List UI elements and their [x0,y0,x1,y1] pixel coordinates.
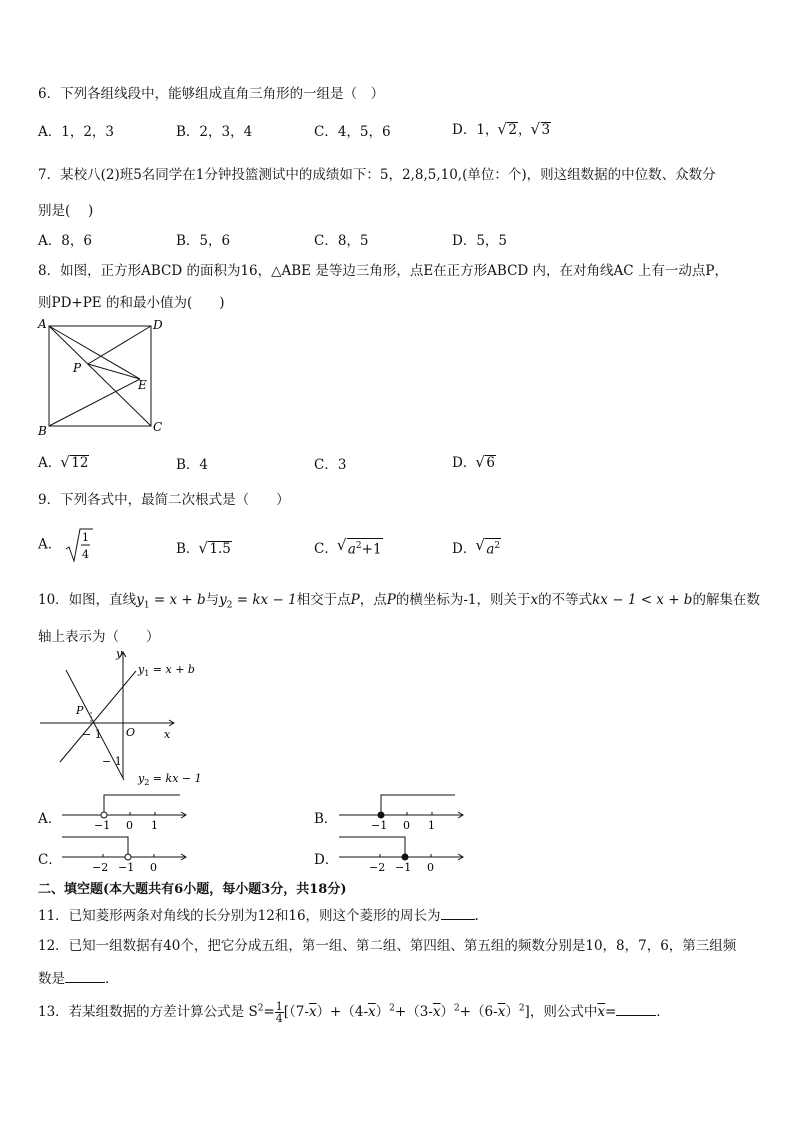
nla-t2: 0 [126,819,133,832]
q10-y1-rhs: = x + b [149,592,206,608]
q10-y2-rhs: = kx − 1 [232,592,297,608]
nlb-t3: 1 [428,819,435,832]
q9-a-sqrt-sign [64,527,94,563]
nlc-t2: −1 [118,861,135,874]
q12-line2 [38,967,119,987]
graph-origin: O [126,726,136,739]
q10-s1: 10．如图，直线 [38,592,137,608]
q11-stem: 11．已知菱形两条对角线的长分别为12和16，则这个菱形的周长为 [38,908,441,924]
q10-y2-sub: 2 [226,600,233,611]
q13-f5: ） [440,1004,454,1020]
q10-s3: 相交于点 [296,592,351,608]
label-b: B [38,424,47,438]
graph-p: P [76,704,84,717]
q12-end: ． [105,971,119,987]
q9-option-b [176,537,232,557]
q8-option-a [38,451,89,471]
q8-d-sqrt [476,455,496,471]
line-y1 [60,671,136,762]
q10-numberline-b [339,790,469,830]
q6-d-rad1: 2 [508,122,518,138]
q13-prefix: 13．若某组数据的方差计算公式是 S [38,1004,258,1020]
q10-option-a-label: A． [38,811,62,827]
graph-neg1-x: − 1 [82,728,102,741]
q13-sup: 2 [257,1003,264,1014]
q10-y2: y [219,592,227,608]
q10-y1: y [136,592,144,608]
q6-option-b: B．2，3，4 [176,124,253,140]
q10-option-d-label: D． [314,852,339,868]
q9-stem: 9．下列各式中，最简二次根式是（ ） [38,492,290,508]
nld-t2: −1 [395,861,412,874]
q13-fraction [275,1001,284,1024]
q13-xbar4: $\overline{x}$ [497,1004,506,1020]
nlb-t2: 0 [403,819,410,832]
q9-option-a [38,527,94,563]
q7-stem: 7．某校八(2)班5名同学在1分钟投篮测试中的成绩如下：5，2,8,5,10,(单位：个)，则这组数据的中位数、众数分 [38,167,716,183]
q13-xbar2: $\overline{x}$ [368,1004,376,1020]
q13-num: 1 [275,1000,283,1013]
q13 [38,1000,670,1024]
graph-l2: $y_2$ = kx − 1 [138,772,202,787]
q6-d-prefix: D．1， [452,122,499,138]
q13-eq: = [263,1004,275,1020]
graph-y-label: y [116,647,123,660]
q13-end: ． [656,1004,670,1020]
q9-d-exp: 2 [494,540,501,551]
q8-stem: 8．如图，正方形ABCD 的面积为16，△ABE 是等边三角形，点E在正方形ABCD 内，在对角线AC 上有一动点P， [38,263,729,279]
q13-xbar3: $\overline{x}$ [432,1004,441,1020]
q6-stem: 6．下列各组线段中，能够组成直角三角形的一组是（ ） [38,86,385,102]
q6-d-sep: ， [518,122,532,138]
q10-numberline-c [62,832,192,872]
q9-c-sqrt [338,538,383,558]
q6-d-sqrt [498,122,518,138]
q12-blank [65,972,105,983]
q10-numberline-d [339,832,469,872]
q10-p1: P [350,592,360,608]
q6-option-d [452,118,551,138]
q9-b-sqrt [199,541,231,557]
label-a: A [38,317,47,331]
q9-c-exp: 2 [355,540,362,551]
q8-stem2: 则PD+PE 的和最小值为( ) [38,295,225,311]
q10-s7: 的解集在数 [692,592,760,608]
q10-s4: ，点 [359,592,387,608]
q10-graph [36,646,206,786]
q9-option-d [452,537,501,557]
q9-c-tail: +1 [361,541,382,557]
q13-den: 4 [275,1012,283,1025]
q13-f3: ） [375,1004,390,1020]
q9-a-den: 4 [81,548,89,561]
q8-a-rad: 12 [71,455,89,471]
q8-a-sqrt [61,455,89,471]
q9-c-rad: a [347,541,356,557]
q6-d-rad2: 3 [541,122,551,138]
q11-blank [441,909,475,920]
graph-neg1-y: − 1 [102,755,122,768]
q7-stem2: 别是( ) [38,203,94,219]
label-p: P [73,361,82,375]
graph-x-label: x [164,728,171,741]
q13-xbar1: $\overline{x}$ [308,1004,317,1020]
graph-l1: $y_1 = x + b$ [138,663,195,678]
q6-d-sqrt2 [532,122,552,138]
label-c: C [153,420,163,434]
q13-f7: ） [505,1004,519,1020]
q10-ineq: kx − 1 < x + b [592,592,693,608]
q9-b-rad: 1.5 [209,541,231,557]
q11 [38,904,479,924]
q8-a-prefix: A． [38,455,62,471]
q13-f4: +（3- [394,1004,433,1020]
q12-stem: 12．已知一组数据有40个，把它分成五组，第一组、第二组、第四组、第五组的频数分别是10，8，7，6，第三组频 [38,938,737,954]
q8-d-prefix: D． [452,455,477,471]
q10-stem [38,588,760,611]
q9-d-prefix: D． [452,541,477,557]
q11-end: . [474,908,479,924]
q7-option-a: A．8，6 [38,233,92,249]
nla-t3: 1 [151,819,158,832]
nlc-t1: −2 [92,861,109,874]
q13-sq3: 2 [518,1003,525,1014]
label-e: E [138,378,147,392]
q13-f6: +（6- [459,1004,498,1020]
q9-c-prefix: C． [314,541,338,557]
segment-pd [88,326,151,364]
q7-option-d: D．5，5 [452,233,508,249]
q10-p2: P [386,592,396,608]
q10-x: x [530,592,539,608]
q13-sq1: 2 [389,1003,395,1014]
q9-b-prefix: B． [176,541,200,557]
q13-f2: ）+（4- [316,1004,369,1020]
nla-t1: −1 [94,819,111,832]
q13-sq2: 2 [453,1003,460,1014]
q10-s2: 与 [205,592,220,608]
section-2-heading: 二、填空题(本大题共有6小题，每小题3分，共18分) [38,882,347,897]
q12-stem2: 数是 [38,971,65,987]
q8-d-rad: 6 [486,455,495,471]
q9-d-sqrt [476,538,501,558]
q10-s6: 的不等式 [538,592,593,608]
nlc-t3: 0 [150,861,157,874]
q9-option-c [314,537,383,557]
q10-option-b-label: B． [314,811,338,827]
q7-option-c: C．8，5 [314,233,369,249]
q8-square-figure [36,318,176,438]
q8-option-b: B．4 [176,457,209,473]
q7-option-b: B．5，6 [176,233,231,249]
q9-d-rad: a [486,541,495,557]
q8-option-d [452,451,496,471]
q6-option-c: C．4，5，6 [314,124,391,140]
q10-stem2: 轴上表示为（ ） [38,629,160,645]
q13-f8: ]，则公式中 [524,1004,598,1020]
q9-a-prefix: A． [38,536,62,553]
q10-option-c-label: C． [38,852,62,868]
nlb-t1: −1 [371,819,388,832]
q6-option-a: A．1，2，3 [38,124,115,140]
q10-numberline-a [62,790,192,830]
q13-xbar5: $\overline{x}$ [597,1004,605,1020]
q13-f1: [（7- [283,1004,309,1020]
q13-eq2: = [604,1004,617,1020]
label-d: D [153,318,163,332]
q8-option-c: C．3 [314,457,347,473]
q9-a-num: 1 [81,531,89,544]
q13-blank [616,1005,656,1016]
q10-y1-sub: 1 [143,600,150,611]
nld-t1: −2 [369,861,386,874]
nld-t3: 0 [427,861,434,874]
q10-s5: 的横坐标为-1，则关于 [395,592,531,608]
